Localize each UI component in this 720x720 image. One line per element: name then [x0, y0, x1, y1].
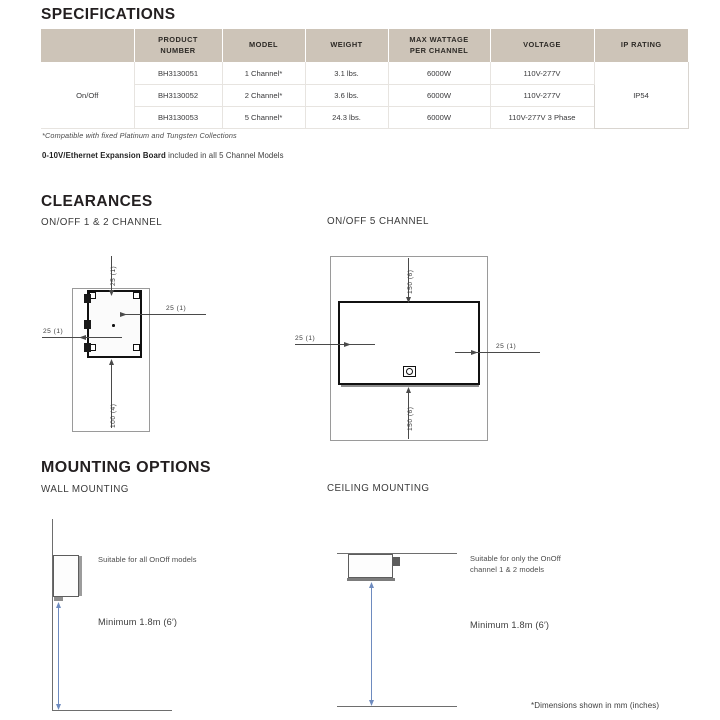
- clearance-dim-top-left-diagram: 25 (1): [110, 265, 117, 286]
- header-max-wattage: [388, 29, 490, 62]
- device-mount-tab-mid-icon: [84, 320, 91, 329]
- footnote-compatible: *Compatible with fixed Platinum and Tungsten Collections: [42, 131, 237, 140]
- ceiling-mounted-device: [348, 554, 393, 578]
- wall-dim-arrow-down-icon: [54, 702, 63, 711]
- table-row: [41, 84, 688, 106]
- clearance-dim-right-right-diagram: 25 (1): [496, 343, 517, 350]
- clearance-dim-bottom-left-diagram: 100 (4): [110, 403, 117, 428]
- cell-max-wattage: 6000W: [388, 106, 490, 128]
- header-voltage: [490, 29, 594, 62]
- header-blank: [41, 29, 134, 62]
- dim-arrow-top-right-diagram: [404, 295, 413, 304]
- device-mount-tab-top-icon: [84, 294, 91, 303]
- cell-max-wattage: 6000W: [388, 84, 490, 106]
- dim-arrow-right-right-diagram: [469, 348, 479, 357]
- cell-weight: 3.1 lbs.: [305, 62, 388, 84]
- header-ip-rating: [594, 29, 688, 62]
- clearance-dim-right-left-diagram: 25 (1): [166, 305, 187, 312]
- footnote-expansion-board-rest: included in all 5 Channel Models: [165, 151, 284, 160]
- cell-product-number: BH3130052: [134, 84, 222, 106]
- header-weight: [305, 29, 388, 62]
- specifications-heading: SPECIFICATIONS: [41, 6, 176, 23]
- header-voltage-line1: VOLTAGE: [523, 40, 561, 50]
- dim-arrow-bottom-left-diagram: [107, 358, 116, 367]
- clearances-left-label: ON/OFF 1 & 2 CHANNEL: [41, 217, 163, 228]
- dim-arrow-left-left-diagram: [78, 333, 88, 342]
- header-product-number-line2: NUMBER: [160, 45, 196, 55]
- cell-family-label: On/Off: [41, 62, 134, 128]
- ceiling-device-bracket: [393, 557, 400, 566]
- header-max-wattage-line2: PER CHANNEL: [409, 45, 469, 55]
- device-corner-tr-icon: [133, 292, 140, 299]
- device-indicator-icon: [403, 366, 416, 377]
- clearance-dim-bottom-right-diagram: 150 (6): [407, 406, 414, 431]
- wall-line: [52, 519, 53, 711]
- wall-dim-arrow-up-icon: [54, 601, 63, 610]
- wall-mounted-device-side: [79, 556, 82, 596]
- wall-mounting-note: Suitable for all OnOff models: [98, 555, 197, 564]
- device-mount-tab-bottom-icon: [84, 343, 91, 352]
- table-header-row: [41, 29, 688, 62]
- floor-line-wall: [52, 710, 172, 711]
- header-model: [222, 29, 305, 62]
- header-ip-rating-line1: IP RATING: [620, 40, 662, 50]
- table-row: [41, 62, 688, 84]
- ceiling-dim-arrow-down-icon: [367, 698, 376, 707]
- floor-line-ceiling: [337, 706, 457, 707]
- dim-line-right-right-diagram: [455, 352, 540, 353]
- cell-weight: 24.3 lbs.: [305, 106, 388, 128]
- device-center-mark: [112, 324, 115, 327]
- dim-line-right-left-diagram: [120, 314, 206, 315]
- ceiling-mounting-label: CEILING MOUNTING: [327, 483, 430, 494]
- ceiling-dim-arrow-up-icon: [367, 581, 376, 590]
- cell-model: 1 Channel*: [222, 62, 305, 84]
- cell-product-number: BH3130051: [134, 62, 222, 84]
- clearance-dim-left-left-diagram: 25 (1): [43, 328, 64, 335]
- clearance-dim-left-right-diagram: 25 (1): [295, 335, 316, 342]
- clearances-heading: CLEARANCES: [41, 193, 153, 210]
- cell-voltage: 110V-277V 3 Phase: [490, 106, 594, 128]
- header-product-number: [134, 29, 222, 62]
- cell-model: 5 Channel*: [222, 106, 305, 128]
- ceiling-mounting-note: [470, 553, 640, 576]
- footnote-expansion-board: [42, 151, 284, 160]
- dim-arrow-right-left-diagram: [118, 310, 128, 319]
- header-weight-line1: WEIGHT: [330, 40, 363, 50]
- mounting-options-heading: MOUNTING OPTIONS: [41, 459, 211, 476]
- header-model-line1: MODEL: [249, 40, 278, 50]
- dim-arrow-left-right-diagram: [342, 340, 352, 349]
- cell-max-wattage: 6000W: [388, 62, 490, 84]
- cell-voltage: 110V-277V: [490, 62, 594, 84]
- cell-product-number: BH3130053: [134, 106, 222, 128]
- cell-weight: 3.6 lbs.: [305, 84, 388, 106]
- header-product-number-line1: PRODUCT: [158, 35, 198, 44]
- dim-arrow-top-left-diagram: [107, 288, 116, 297]
- device-corner-br-icon: [133, 344, 140, 351]
- ceiling-clearance-dim-line: [371, 585, 372, 703]
- cell-voltage: 110V-277V: [490, 84, 594, 106]
- ceiling-mounting-note-line1: Suitable for only the OnOff: [470, 554, 561, 563]
- wall-mounted-device: [53, 555, 79, 597]
- dim-arrow-bottom-right-diagram: [404, 386, 413, 395]
- specifications-table: [41, 29, 689, 129]
- table-row: [41, 106, 688, 128]
- cell-model: 2 Channel*: [222, 84, 305, 106]
- ceiling-mounting-note-line2: channel 1 & 2 models: [470, 565, 545, 575]
- header-max-wattage-line1: MAX WATTAGE: [409, 35, 469, 44]
- dimensions-footnote: *Dimensions shown in mm (inches): [531, 701, 660, 710]
- dim-line-left-right-diagram: [295, 344, 375, 345]
- wall-mounting-label: WALL MOUNTING: [41, 484, 129, 495]
- wall-clearance-dim-line: [58, 605, 59, 708]
- cell-ip-rating: IP54: [594, 62, 688, 128]
- footnote-expansion-board-bold: 0-10V/Ethernet Expansion Board: [42, 151, 166, 160]
- clearance-dim-top-right-diagram: 150 (6): [407, 269, 414, 294]
- ceiling-mounting-dimension: Minimum 1.8m (6′): [470, 620, 550, 630]
- wall-mounting-dimension: Minimum 1.8m (6′): [98, 617, 178, 627]
- clearances-right-label: ON/OFF 5 CHANNEL: [327, 216, 429, 227]
